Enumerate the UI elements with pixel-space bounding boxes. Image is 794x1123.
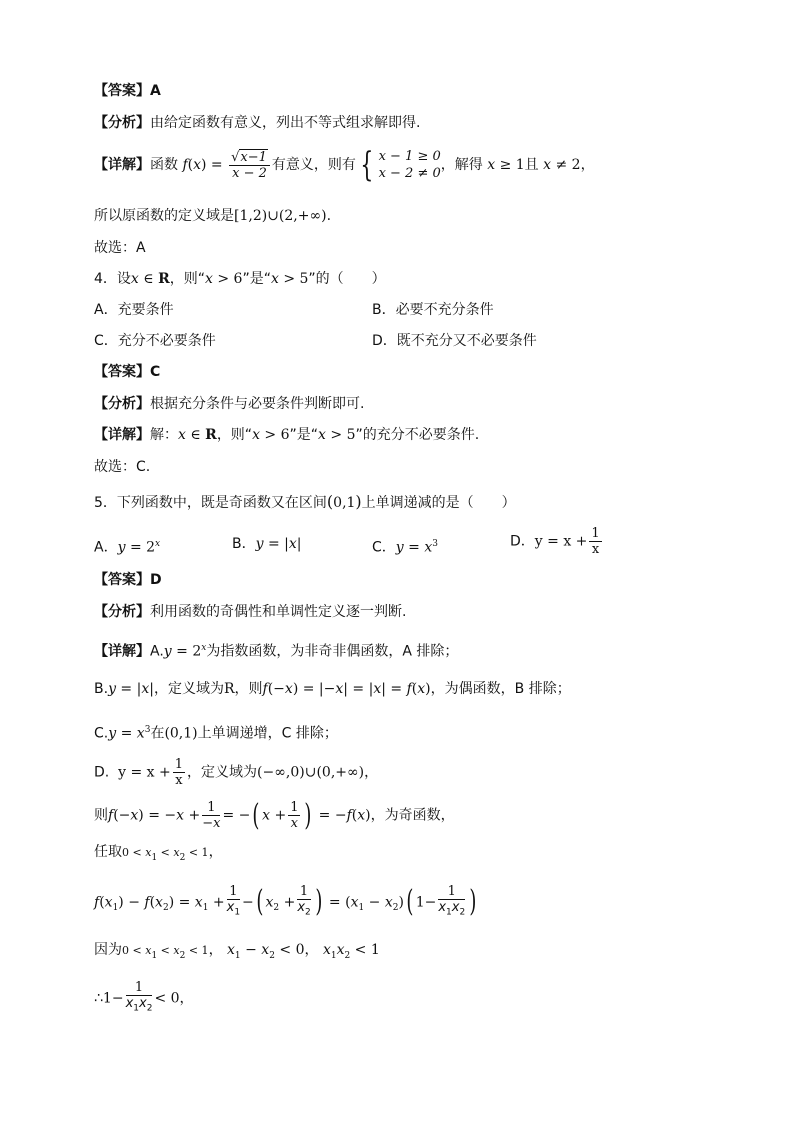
question-text: ，则“ — [169, 271, 205, 287]
detail-text: 则 — [94, 807, 108, 824]
q5-answer — [94, 570, 162, 590]
detail-text: ， — [364, 764, 379, 781]
detail-tag: 【详解】 — [94, 157, 150, 173]
detail-text: C. — [94, 725, 109, 742]
detail-text: ，解得 — [440, 157, 483, 173]
q5-detail-d: D. y = x + $\frac{1}{x}$ ，定义域为(−∞,0)∪(0,+∞)， — [94, 757, 379, 788]
question-text: 4．设 — [94, 271, 131, 287]
q5-detail-c: $C.y = x^3$在(0,1)上单调递增，C 排除； — [94, 725, 338, 742]
q5-option-d: D．y = x + $\frac{1}{x}$ — [510, 526, 600, 557]
q4-option-a: A．充要条件 — [94, 302, 174, 318]
detail-text: ，为偶函数，B 排除； — [430, 681, 571, 697]
detail-text: ，为奇函数， — [370, 807, 455, 824]
q5-option-c: C．$y = x^3$ — [372, 539, 438, 556]
q5-option-b: B．y = |x| — [232, 536, 302, 552]
conclusion-text: 所以原函数的定义域是 — [94, 208, 234, 224]
option-label: B． — [232, 536, 256, 552]
detail-text: 为指数函数，为非奇非偶函数，A 排除； — [206, 643, 459, 660]
option-label: C． — [372, 539, 396, 556]
q5-stem: 5．下列函数中，既是奇函数又在区间(0,1)上单调递减的是（ ） — [94, 492, 516, 511]
q3-choice — [94, 238, 146, 258]
q4-detail: 【详解】解：x ∈ R，则“x > 6”是“x > 5”的充分不必要条件. — [94, 427, 480, 443]
q4-analysis — [94, 394, 364, 414]
analysis-tag: 【分析】 — [94, 396, 150, 412]
choice-text: 故选：A — [94, 240, 146, 256]
question-text: 5．下列函数中，既是奇函数又在区间 — [94, 495, 327, 511]
detail-text: 在 — [150, 725, 165, 742]
detail-text: 因为 — [94, 942, 122, 958]
q4-choice — [94, 457, 150, 477]
answer-label: 【答案】D — [94, 572, 162, 588]
analysis-tag: 【分析】 — [94, 115, 150, 131]
detail-text: 且 — [524, 157, 539, 173]
q5-option-a: A．$y = 2^x$ — [94, 539, 161, 556]
option-label: A． — [94, 539, 118, 556]
detail-text: 函数 — [150, 157, 178, 173]
q5-odd-proof: 则f(−x) = −x + $\frac{1}{-x}$ = −( x + $\frac{1}{x}$ ) = −f(x)，为奇函数， — [94, 797, 455, 833]
therefore-symbol: ∴ — [94, 990, 103, 1007]
q4-option-d: D．既不充分又不必要条件 — [372, 333, 537, 349]
formula-fx: f — [182, 157, 188, 173]
detail-text: A. — [150, 643, 164, 660]
q4-option-c: C．充分不必要条件 — [94, 333, 216, 349]
q5-because: 因为$0 < x_1 < x_2 < 1$， $x_1 - x_2 < 0$， $x_1x_2 < 1$ — [94, 942, 380, 961]
detail-text: B. — [94, 681, 109, 697]
detail-text: 解： — [150, 427, 178, 443]
analysis-text: 根据充分条件与必要条件判断即可. — [150, 396, 365, 412]
q4-answer — [94, 362, 160, 382]
q3-answer — [94, 81, 161, 101]
q3-conclusion: 所以原函数的定义域是[1,2)∪(2,+∞). — [94, 208, 332, 224]
detail-text: 上单调递增，C 排除； — [197, 725, 338, 742]
detail-text: ，则“ — [216, 427, 253, 443]
formula-fraction: $\frac{√x-1}{x - 2}$ — [229, 150, 270, 181]
q5-therefore: ∴1− $\frac{1}{x_1x_2}$ < 0， — [94, 980, 194, 1014]
detail-text: D. — [94, 764, 110, 781]
detail-text: 有意义，则有 — [271, 157, 356, 173]
detail-text: ”的充分不必要条件. — [355, 427, 480, 443]
analysis-tag: 【分析】 — [94, 604, 150, 620]
q5-difference: $f(x_1) - f(x_2) = x_1$ + $\frac{1}{x_1}$ −( $x_2$ + $\frac{1}{x_2}$ ) = $(x_1 - x_2)$( 1− $\frac{1}{x_1x_2}$ ) — [94, 884, 477, 920]
answer-label: 【答案】C — [94, 364, 161, 380]
q4-stem: 4．设x ∈ R，则“x > 6”是“x > 5”的（ ） — [94, 271, 386, 287]
question-text: ”是“ — [242, 271, 271, 287]
inequality-system: x − 1 ≥ 0 x − 2 ≠ 0 — [378, 149, 441, 181]
option-label: D． — [510, 533, 535, 550]
answer-label: 【答案】A — [94, 83, 161, 99]
choice-text: 故选：C. — [94, 459, 151, 475]
q5-detail-a: 【详解】$A.y = 2^x$为指数函数，为非奇非偶函数，A 排除； — [94, 643, 459, 660]
q4-option-b: B．必要不充分条件 — [372, 302, 494, 318]
detail-text: ，则 — [234, 681, 263, 697]
detail-text: ，定义域为 — [187, 764, 258, 781]
detail-tag: 【详解】 — [94, 427, 150, 443]
detail-text: ”是“ — [289, 427, 319, 443]
detail-text: ，定义域为 — [153, 681, 224, 697]
question-text: 上单调递减的是（ ） — [361, 495, 516, 511]
detail-text: 任取 — [94, 844, 122, 860]
analysis-text: 利用函数的奇偶性和单调性定义逐一判断. — [150, 604, 407, 620]
detail-tag: 【详解】 — [94, 643, 150, 660]
domain-formula: [1,2)∪(2,+∞) — [234, 208, 327, 224]
analysis-text: 由给定函数有意义，列出不等式组求解即得. — [150, 115, 421, 131]
q3-analysis — [94, 113, 420, 133]
q5-take: 任取$0 < x_1 < x_2 < 1$， — [94, 844, 223, 863]
q3-detail: 【详解】函数 f(x) = $\frac{√x-1}{x - 2}$ 有意义，则有 { x − 1 ≥ 0 x − 2 ≠ 0 ，解得 x ≥ 1且 x ≠ 2， — [94, 145, 595, 185]
question-text: ”的（ ） — [308, 271, 386, 287]
punctuation: ， — [208, 844, 223, 860]
q5-analysis — [94, 602, 406, 622]
q5-detail-b: B.y = |x|，定义域为R，则f(−x) = |−x| = |x| = f(x)，为偶函数，B 排除； — [94, 681, 571, 697]
